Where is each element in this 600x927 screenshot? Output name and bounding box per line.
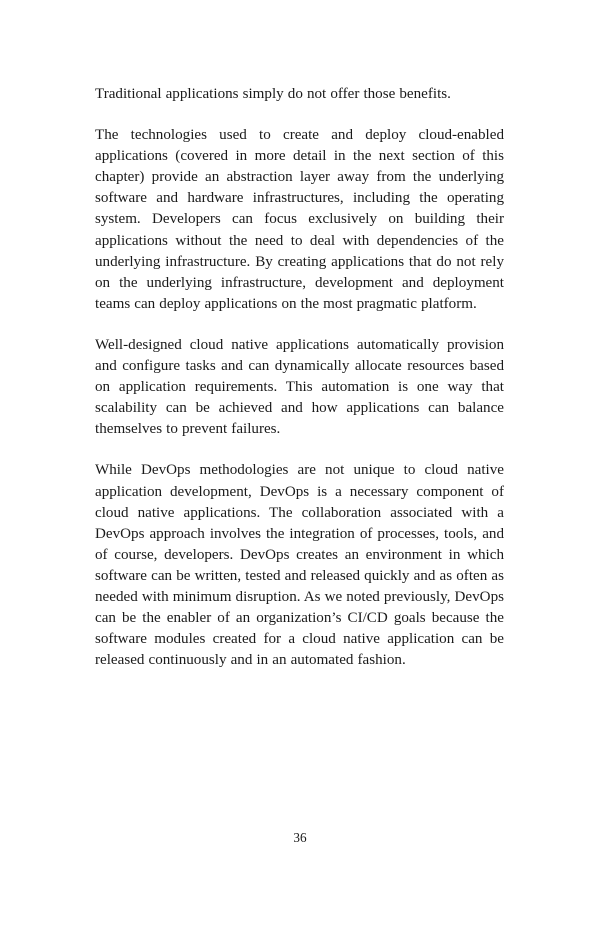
paragraph-2: The technologies used to create and deploy cloud-enabled applications (covered in more detail in the next section of this chapter) provide an abstraction layer away from the underlying software and hardware infrastructures, including the operating system. Developers can focus exclusively on building their applications without the need to deal with dependencies of the underlying infrastructure. By creating applications that do not rely on the underlying infrastructure, development and deployment teams can deploy applications on the most pragmatic platform. (95, 127, 504, 312)
paragraph-3: Well-designed cloud native applications automatically provision and configure tasks and can dynamically allocate resources based on application requirements. This automation is one way that scalability can be achieved and how applications can balance themselves to prevent failures. (95, 336, 504, 438)
paragraph-1: Traditional applications simply do not offer those benefits. (95, 86, 451, 102)
paragraph-4: While DevOps methodologies are not unique to cloud native application development, DevOps is a necessary component of cloud native applications. The collaboration associated with a DevOps approach involves the integration of processes, tools, and of course, developers. DevOps creates an environment in which software can be written, tested and released quickly and as often as needed with minimum disruption. As we noted previously, DevOps can be the enabler of an organization’s CI/CD goals because the software modules created for a cloud native application can be released continuously and in an automated fashion. (95, 462, 504, 669)
page-number: 36 (293, 830, 307, 845)
page-text-block (95, 84, 504, 671)
